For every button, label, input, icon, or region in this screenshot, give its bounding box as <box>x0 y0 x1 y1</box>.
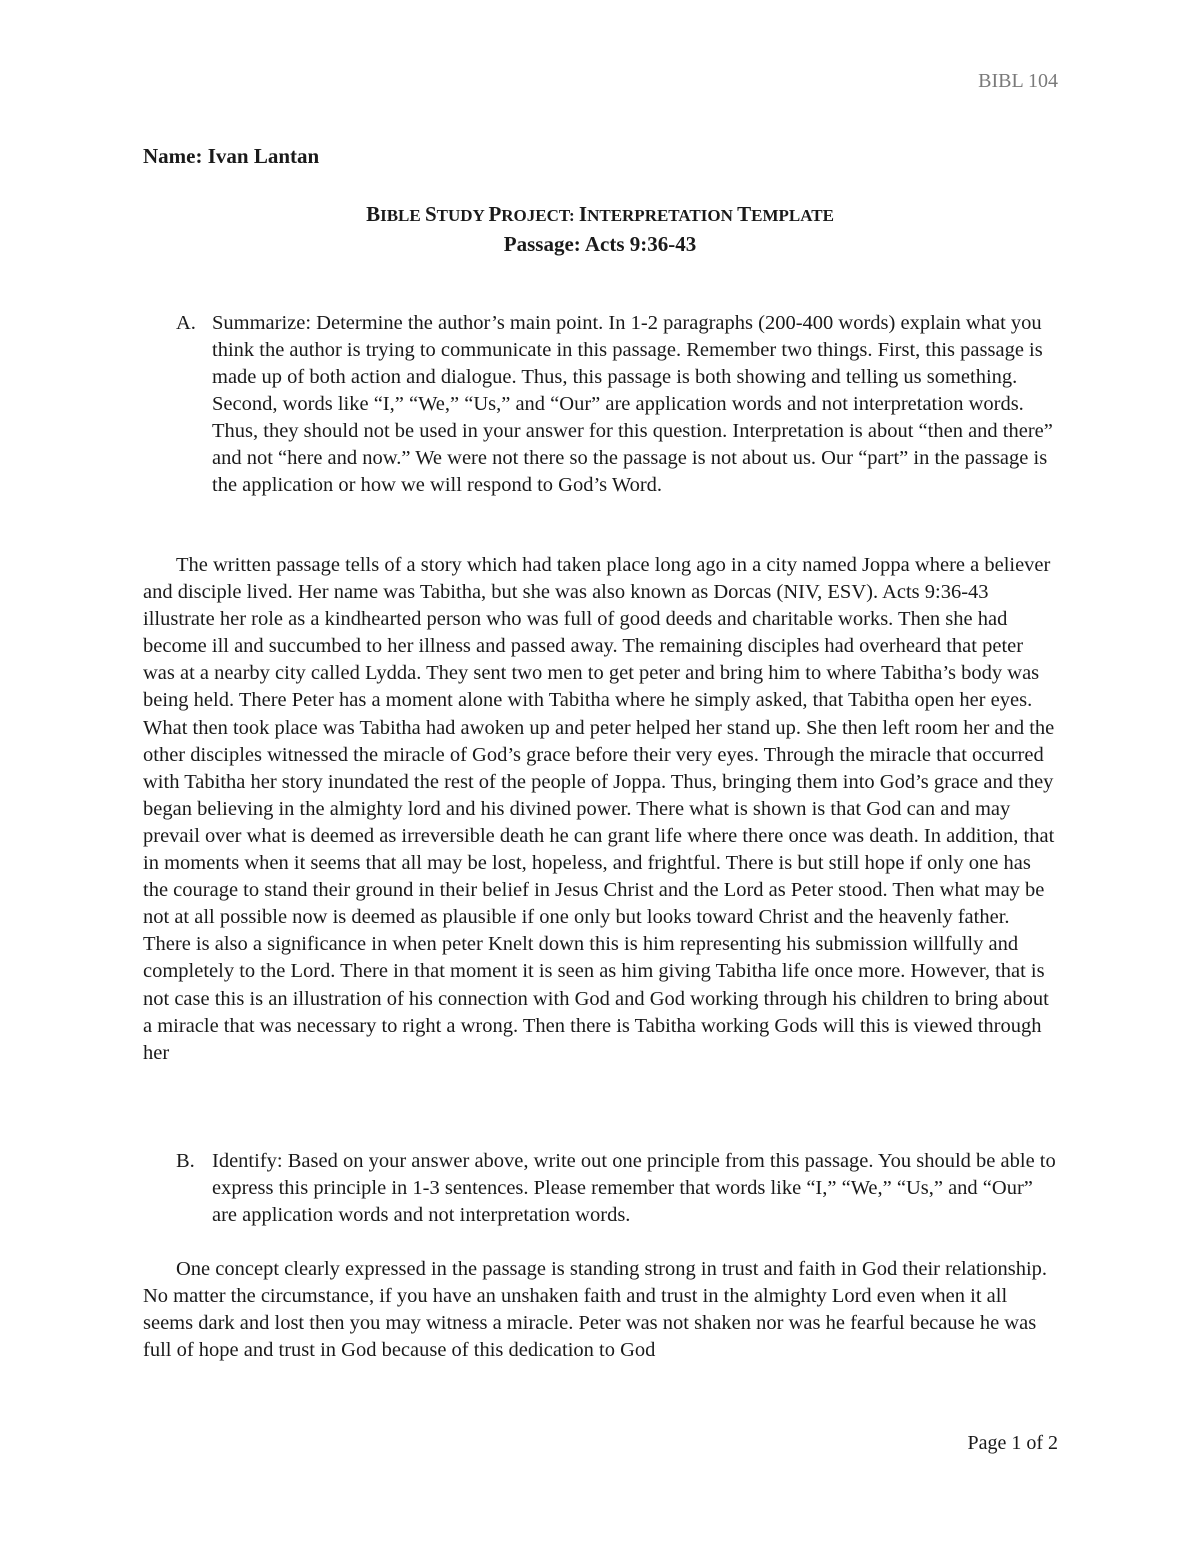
title-cap: S <box>424 202 437 226</box>
title-cap: I <box>578 202 588 226</box>
page-number: Page 1 of 2 <box>967 1432 1058 1454</box>
student-name: Name: Ivan Lantan <box>143 144 320 168</box>
course-header: BIBL 104 <box>978 70 1058 92</box>
title-cap: P <box>488 202 502 226</box>
title-smallcaps: ROJECT: <box>501 206 579 225</box>
title-block <box>143 200 1057 258</box>
title-smallcaps: TUDY <box>436 206 489 225</box>
question-b-text: Identify: Based on your answer above, write out one principle from this passage. You should be able to express this principle in 1-3 sentences. Please remember that words like “I,” “We,” “Us,” and “Our” are application words and not interpretation words. <box>212 1150 1056 1226</box>
question-a-letter: A. <box>176 312 196 334</box>
document-title <box>143 200 1057 230</box>
question-b-letter: B. <box>176 1150 195 1172</box>
question-a <box>176 310 1056 499</box>
title-smallcaps: IBLE <box>380 206 425 225</box>
title-cap: B <box>366 202 381 226</box>
answer-a-paragraph: The written passage tells of a story which had taken place long ago in a city named Joppa where a believer and disciple lived. Her name was Tabitha, but she was also known as Dorcas (NIV, ESV). Acts 9:36-43 illustrate her role as a kindhearted person who was full of good deeds and charitable works. Then she had become ill and succumbed to her illness and passed away. The remaining disciples had overheard that peter was at a nearby city called Lydda. They sent two men to get peter and bring him to where Tabitha’s body was being held. There Peter has a moment alone with Tabitha where he simply asked, that Tabitha open her eyes. What then took place was Tabitha had awoken up and peter helped her stand up. She then left room her and the other disciples witnessed the miracle of God’s grace before their very eyes. Through the miracle that occurred with Tabitha her story inundated the rest of the people of Joppa. Thus, bringing them into God’s grace and they began believing in the almighty lord and his divined power. There what is shown is that God can and may prevail over what is deemed as irreversible death he can grant life where there once was death. In addition, that in moments when it seems that all may be lost, hopeless, and frightful. There is but still hope if only one has the courage to stand their ground in their belief in Jesus Christ and the Lord as Peter stood. Then what may be not at all possible now is deemed as plausible if one only but looks toward Christ and the heavenly father. There is also a significance in when peter Knelt down this is him representing his submission willfully and completely to the Lord. There in that moment it is seen as him giving Tabitha life once more. However, that is not case this is an illustration of his connection with God and God working through his children to bring about a miracle that was necessary to right a wrong. Then there is Tabitha working Gods will this is viewed through her <box>143 554 1055 1064</box>
passage-reference: Passage: Acts 9:36-43 <box>503 232 697 256</box>
title-cap: T <box>737 202 752 226</box>
answer-b-paragraph: One concept clearly expressed in the passage is standing strong in trust and faith in God their relationship. No matter the circumstance, if you have an unshaken faith and trust in the almighty Lord even when it all seems dark and lost then you may witness a miracle. Peter was not shaken nor was he fearful because he was full of hope and trust in God because of this dedication to God <box>143 1258 1048 1362</box>
title-smallcaps: EMPLATE <box>751 206 834 225</box>
question-a-text: Summarize: Determine the author’s main point. In 1-2 paragraphs (200-400 words) explain what you think the author is trying to communicate in this passage. Remember two things. First, this passage is made up of both action and dialogue. Thus, this passage is both showing and telling us something. Second, words like “I,” “We,” “Us,” and “Our” are application words and not interpretation words. Thus, they should not be used in your answer for this question. Interpretation is about “then and there” and not “here and now.” We were not there so the passage is not about us. Our “part” in the passage is the application or how we will respond to God’s Word. <box>212 312 1053 496</box>
title-smallcaps: NTERPRETATION <box>587 206 738 225</box>
question-b <box>176 1148 1056 1229</box>
